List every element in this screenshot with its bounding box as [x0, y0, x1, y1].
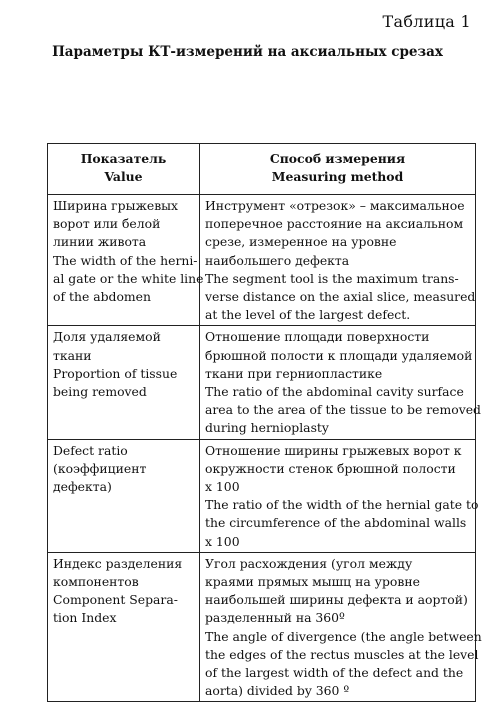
method-line: Отношение ширины грыжевых ворот к: [205, 442, 462, 458]
method-line: Инструмент «отрезок» – максимальное: [205, 198, 465, 213]
header-value: [48, 144, 200, 195]
value-line: of the abdomen: [53, 289, 151, 305]
value-line: Индекс разделения: [53, 555, 183, 571]
method-line: поперечное расстояние на аксиальном: [205, 216, 464, 232]
value-line: Component Separa-: [53, 592, 178, 608]
method-line: of the largest width of the defect and the: [205, 665, 464, 681]
header-method-ru: Способ измерения: [269, 151, 406, 166]
table-title: Параметры КТ-измерений на аксиальных срезах: [52, 44, 443, 60]
table-row: [48, 552, 476, 702]
header-method-en: Measuring method: [271, 169, 404, 184]
method-line: area to the area of the tissue to be removed: [205, 402, 481, 418]
table-number-label: Таблица 1: [382, 12, 471, 31]
method-line: aorta) divided by 360 º: [205, 683, 350, 699]
method-line: verse distance on the axial slice, measured: [205, 289, 476, 305]
method-line: Угол расхождения (угол между: [205, 555, 413, 571]
value-line: линии живота: [53, 234, 147, 250]
method-cell: [200, 195, 476, 326]
value-cell: [48, 439, 200, 552]
method-line: the edges of the rectus muscles at the level: [205, 646, 479, 662]
value-cell: [48, 552, 200, 702]
value-line: компонентов: [53, 574, 139, 590]
value-line: Proportion of tissue: [53, 365, 178, 381]
table-row: [48, 195, 476, 326]
method-line: брюшной полости к площади удаляемой: [205, 347, 473, 363]
method-line: The angle of divergence (the angle between: [205, 628, 482, 644]
value-cell: [48, 326, 200, 439]
method-line: разделенный на 360º: [205, 610, 345, 626]
method-line: The segment tool is the maximum trans-: [205, 270, 459, 286]
method-line: Отношение площади поверхности: [205, 329, 430, 345]
method-line: The ratio of the abdominal cavity surface: [205, 384, 464, 400]
method-line: наибольшей ширины дефекта и аортой): [205, 592, 468, 608]
method-cell: [200, 326, 481, 439]
header-value-ru: Показатель: [80, 151, 167, 166]
value-line: Defect ratio: [53, 442, 128, 458]
table-header-row: [48, 144, 476, 195]
ct-parameters-table: [47, 143, 482, 702]
method-cell: [200, 439, 479, 552]
method-line: during hernioplasty: [205, 420, 329, 436]
method-line: ткани при герниопластике: [205, 365, 383, 381]
method-line: наибольшего дефекта: [205, 252, 350, 268]
header-method: [200, 144, 476, 195]
value-line: ткани: [53, 347, 92, 363]
table-row: [48, 439, 476, 552]
value-line: (коэффициент: [53, 460, 147, 476]
value-line: ворот или белой: [53, 216, 161, 232]
header-value-en: Value: [104, 169, 143, 184]
value-line: Доля удаляемой: [53, 329, 161, 345]
value-cell: [48, 195, 204, 326]
table-row: [48, 326, 476, 439]
method-line: срезе, измеренное на уровне: [205, 234, 397, 250]
method-cell: [200, 552, 482, 702]
method-line: the circumference of the abdominal walls: [205, 515, 467, 531]
method-line: окружности стенок брюшной полости: [205, 460, 456, 476]
value-line: дефекта): [53, 479, 112, 495]
value-line: The width of the herni-: [53, 252, 198, 268]
value-line: Ширина грыжевых: [53, 198, 179, 213]
method-line: x 100: [205, 479, 240, 495]
method-line: The ratio of the width of the hernial gate to: [205, 497, 479, 513]
value-line: being removed: [53, 384, 147, 400]
method-line: x 100: [205, 533, 240, 549]
method-line: краями прямых мышц на уровне: [205, 574, 420, 590]
value-line: tion Index: [53, 610, 117, 626]
value-line: al gate or the white line: [53, 270, 204, 286]
method-line: at the level of the largest defect.: [205, 307, 411, 323]
